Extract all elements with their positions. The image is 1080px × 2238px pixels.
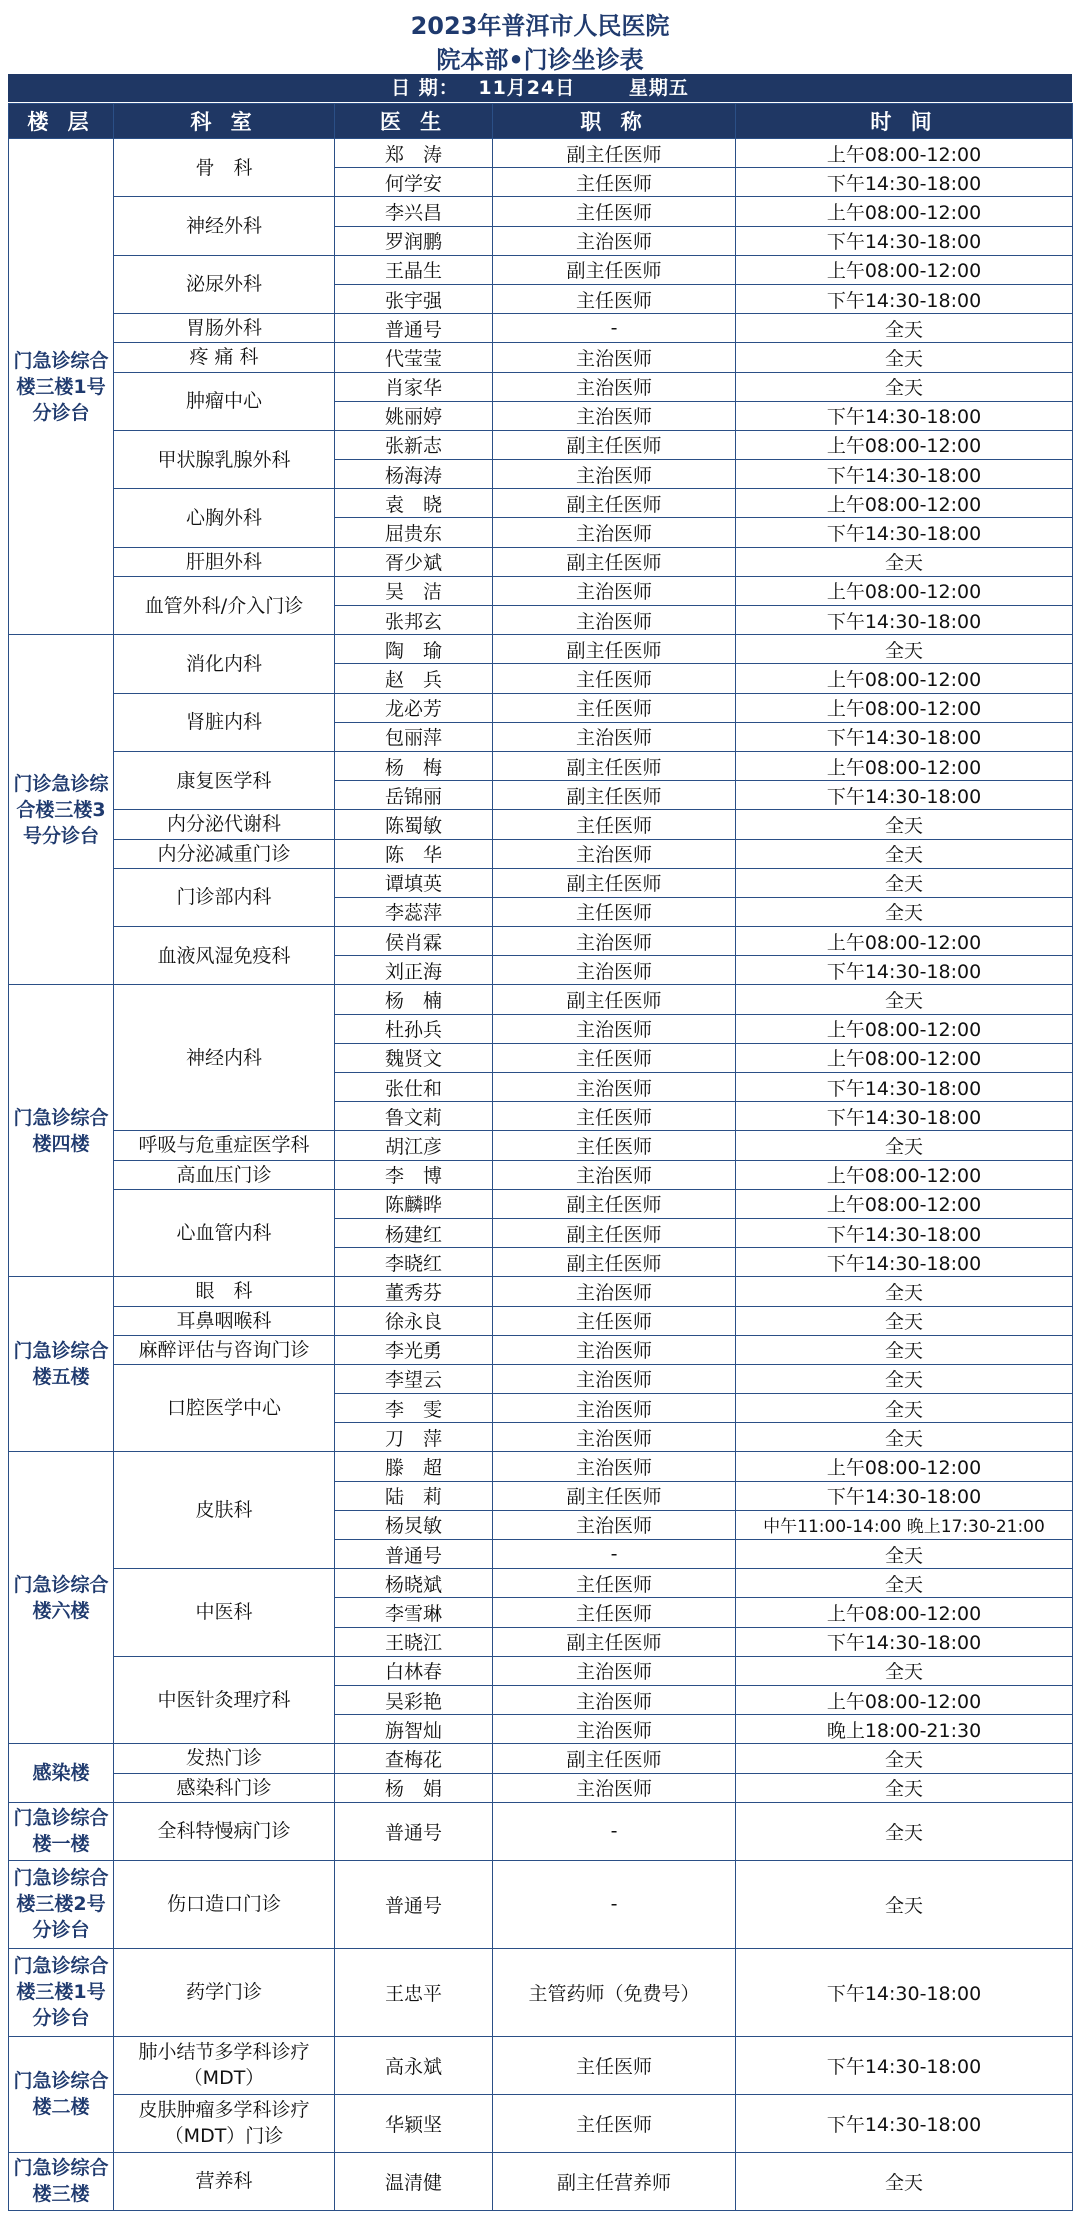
page-subtitle: 院本部•门诊坐诊表 xyxy=(436,46,644,74)
time-cell: 上午08:00-12:00 xyxy=(736,255,1073,284)
time-cell: 全天 xyxy=(736,1802,1073,1860)
weekday-value: 星期五 xyxy=(628,77,689,99)
schedule-table xyxy=(8,103,1073,2211)
doctor-cell: 王晶生 xyxy=(335,255,493,284)
title-cell: 主任医师 xyxy=(493,897,736,926)
table-row xyxy=(9,1364,1073,1393)
title-cell: 主治医师 xyxy=(493,956,736,985)
department-cell: 康复医学科 xyxy=(114,751,335,809)
table-row xyxy=(9,1744,1073,1773)
doctor-cell: 魏贤文 xyxy=(335,1043,493,1072)
time-cell: 下午14:30-18:00 xyxy=(736,722,1073,751)
department-cell: 伤口造口门诊 xyxy=(114,1860,335,1948)
time-cell: 下午14:30-18:00 xyxy=(736,226,1073,255)
doctor-cell: 查梅花 xyxy=(335,1744,493,1773)
time-cell: 全天 xyxy=(736,1306,1073,1335)
time-cell: 下午14:30-18:00 xyxy=(736,1481,1073,1510)
table-row xyxy=(9,547,1073,576)
title-cell: 副主任医师 xyxy=(493,1248,736,1277)
title-cell: - xyxy=(493,1802,736,1860)
title-cell: 主治医师 xyxy=(493,576,736,605)
header-title: 职 称 xyxy=(493,104,736,139)
table-row xyxy=(9,1306,1073,1335)
time-cell: 中午11:00-14:00 晚上17:30-21:00 xyxy=(736,1510,1073,1539)
doctor-cell: 张宇强 xyxy=(335,284,493,313)
time-cell: 全天 xyxy=(736,372,1073,401)
doctor-cell: 罗润鹏 xyxy=(335,226,493,255)
doctor-cell: 陆 莉 xyxy=(335,1481,493,1510)
table-row xyxy=(9,489,1073,518)
floor-cell: 门急诊综合楼三楼2号分诊台 xyxy=(9,1860,114,1948)
doctor-cell: 赵 兵 xyxy=(335,664,493,693)
department-cell: 疼 痛 科 xyxy=(114,343,335,372)
department-cell: 骨 科 xyxy=(114,139,335,197)
time-cell: 下午14:30-18:00 xyxy=(736,1102,1073,1131)
doctor-cell: 肖家华 xyxy=(335,372,493,401)
time-cell: 下午14:30-18:00 xyxy=(736,284,1073,313)
time-cell: 全天 xyxy=(736,1131,1073,1160)
time-cell: 晚上18:00-21:30 xyxy=(736,1715,1073,1744)
title-cell: 主治医师 xyxy=(493,927,736,956)
title-cell: 主治医师 xyxy=(493,1277,736,1306)
department-cell: 皮肤肿瘤多学科诊疗（MDT）门诊 xyxy=(114,2094,335,2152)
department-cell: 营养科 xyxy=(114,2152,335,2210)
doctor-cell: 普通号 xyxy=(335,1540,493,1569)
time-cell: 上午08:00-12:00 xyxy=(736,1189,1073,1218)
doctor-cell: 李雪琳 xyxy=(335,1598,493,1627)
title-cell: - xyxy=(493,1540,736,1569)
time-cell: 下午14:30-18:00 xyxy=(736,401,1073,430)
doctor-cell: 李兴昌 xyxy=(335,197,493,226)
doctor-cell: 吴 洁 xyxy=(335,576,493,605)
department-cell: 全科特慢病门诊 xyxy=(114,1802,335,1860)
department-cell: 感染科门诊 xyxy=(114,1773,335,1802)
title-cell: 主任医师 xyxy=(493,1306,736,1335)
doctor-cell: 高永斌 xyxy=(335,2036,493,2094)
table-row xyxy=(9,985,1073,1014)
doctor-cell: 王晓江 xyxy=(335,1627,493,1656)
title-cell: 主任医师 xyxy=(493,664,736,693)
title-cell: 副主任医师 xyxy=(493,868,736,897)
page-title: 2023年普洱市人民医院 xyxy=(410,12,670,40)
title-cell: 主任医师 xyxy=(493,2036,736,2094)
doctor-cell: 代莹莹 xyxy=(335,343,493,372)
time-cell: 全天 xyxy=(736,1656,1073,1685)
department-cell: 口腔医学中心 xyxy=(114,1364,335,1452)
doctor-cell: 滕 超 xyxy=(335,1452,493,1481)
time-cell: 全天 xyxy=(736,1744,1073,1773)
title-cell: 副主任医师 xyxy=(493,430,736,459)
time-cell: 下午14:30-18:00 xyxy=(736,1627,1073,1656)
doctor-cell: 屈贵东 xyxy=(335,518,493,547)
doctor-cell: 张仕和 xyxy=(335,1073,493,1102)
header-time: 时 间 xyxy=(736,104,1073,139)
doctor-cell: 普通号 xyxy=(335,314,493,343)
table-row xyxy=(9,1160,1073,1189)
title-cell: 主治医师 xyxy=(493,839,736,868)
doctor-cell: 姚丽婷 xyxy=(335,401,493,430)
title-cell: 主治医师 xyxy=(493,1335,736,1364)
floor-cell: 门急诊综合楼三楼1号分诊台 xyxy=(9,1948,114,2036)
table-row xyxy=(9,314,1073,343)
title-cell: - xyxy=(493,1860,736,1948)
doctor-cell: 华颖坚 xyxy=(335,2094,493,2152)
time-cell: 全天 xyxy=(736,547,1073,576)
time-cell: 全天 xyxy=(736,1860,1073,1948)
title-cell: 主任医师 xyxy=(493,810,736,839)
table-row xyxy=(9,2152,1073,2210)
doctor-cell: 鲁文莉 xyxy=(335,1102,493,1131)
table-row xyxy=(9,810,1073,839)
doctor-cell: 胥少斌 xyxy=(335,547,493,576)
time-cell: 下午14:30-18:00 xyxy=(736,1248,1073,1277)
department-cell: 内分泌代谢科 xyxy=(114,810,335,839)
doctor-cell: 普通号 xyxy=(335,1860,493,1948)
department-cell: 神经外科 xyxy=(114,197,335,255)
time-cell: 上午08:00-12:00 xyxy=(736,1014,1073,1043)
doctor-cell: 普通号 xyxy=(335,1802,493,1860)
time-cell: 下午14:30-18:00 xyxy=(736,518,1073,547)
time-cell: 上午08:00-12:00 xyxy=(736,927,1073,956)
doctor-cell: 李晓红 xyxy=(335,1248,493,1277)
floor-cell: 门急诊综合楼五楼 xyxy=(9,1277,114,1452)
department-cell: 耳鼻咽喉科 xyxy=(114,1306,335,1335)
time-cell: 全天 xyxy=(736,1569,1073,1598)
title-cell: 主任医师 xyxy=(493,168,736,197)
time-cell: 下午14:30-18:00 xyxy=(736,460,1073,489)
title-cell: 主任医师 xyxy=(493,2094,736,2152)
title-cell: 主任医师 xyxy=(493,1131,736,1160)
doctor-cell: 张邦玄 xyxy=(335,606,493,635)
table-row xyxy=(9,2094,1073,2152)
header-department: 科 室 xyxy=(114,104,335,139)
time-cell: 下午14:30-18:00 xyxy=(736,1218,1073,1247)
title-cell: 副主任医师 xyxy=(493,1218,736,1247)
time-cell: 上午08:00-12:00 xyxy=(736,1685,1073,1714)
doctor-cell: 李 雯 xyxy=(335,1394,493,1423)
department-cell: 皮肤科 xyxy=(114,1452,335,1569)
title-cell: 主治医师 xyxy=(493,343,736,372)
title-cell: 主任医师 xyxy=(493,693,736,722)
table-row xyxy=(9,1569,1073,1598)
table-row xyxy=(9,751,1073,780)
department-cell: 门诊部内科 xyxy=(114,868,335,926)
table-row xyxy=(9,372,1073,401)
title-cell: 副主任医师 xyxy=(493,255,736,284)
doctor-cell: 杨 梅 xyxy=(335,751,493,780)
time-cell: 全天 xyxy=(736,2152,1073,2210)
title-cell: 副主任医师 xyxy=(493,489,736,518)
time-cell: 上午08:00-12:00 xyxy=(736,430,1073,459)
time-cell: 下午14:30-18:00 xyxy=(736,1073,1073,1102)
doctor-cell: 刀 萍 xyxy=(335,1423,493,1452)
time-cell: 全天 xyxy=(736,985,1073,1014)
department-cell: 心血管内科 xyxy=(114,1189,335,1277)
title-cell: 主任医师 xyxy=(493,1043,736,1072)
table-row xyxy=(9,1802,1073,1860)
time-cell: 上午08:00-12:00 xyxy=(736,1452,1073,1481)
time-cell: 全天 xyxy=(736,1540,1073,1569)
department-cell: 泌尿外科 xyxy=(114,255,335,313)
header-doctor: 医 生 xyxy=(335,104,493,139)
doctor-cell: 李光勇 xyxy=(335,1335,493,1364)
table-row xyxy=(9,1773,1073,1802)
table-row xyxy=(9,868,1073,897)
department-cell: 肝胆外科 xyxy=(114,547,335,576)
doctor-cell: 龙必芳 xyxy=(335,693,493,722)
title-cell: 主治医师 xyxy=(493,460,736,489)
department-cell: 血液风湿免疫科 xyxy=(114,927,335,985)
title-cell: 副主任医师 xyxy=(493,635,736,664)
title-cell: 主治医师 xyxy=(493,401,736,430)
table-row xyxy=(9,693,1073,722)
time-cell: 全天 xyxy=(736,1423,1073,1452)
department-cell: 神经内科 xyxy=(114,985,335,1131)
title-cell: 副主任医师 xyxy=(493,1744,736,1773)
table-row xyxy=(9,430,1073,459)
header-floor: 楼 层 xyxy=(9,104,114,139)
title-cell: 主治医师 xyxy=(493,1773,736,1802)
doctor-cell: 董秀芬 xyxy=(335,1277,493,1306)
table-row xyxy=(9,1189,1073,1218)
title-cell: 主治医师 xyxy=(493,606,736,635)
department-cell: 高血压门诊 xyxy=(114,1160,335,1189)
department-cell: 呼吸与危重症医学科 xyxy=(114,1131,335,1160)
time-cell: 上午08:00-12:00 xyxy=(736,197,1073,226)
title-cell: 副主任医师 xyxy=(493,139,736,168)
date-bar xyxy=(8,74,1072,102)
time-cell: 下午14:30-18:00 xyxy=(736,2094,1073,2152)
title-cell: 主治医师 xyxy=(493,1685,736,1714)
title-cell: 副主任医师 xyxy=(493,985,736,1014)
doctor-cell: 陈蜀敏 xyxy=(335,810,493,839)
table-row xyxy=(9,839,1073,868)
time-cell: 全天 xyxy=(736,343,1073,372)
title-cell: 副主任医师 xyxy=(493,781,736,810)
doctor-cell: 袁 晓 xyxy=(335,489,493,518)
time-cell: 全天 xyxy=(736,1335,1073,1364)
schedule-body xyxy=(9,139,1073,2211)
time-cell: 全天 xyxy=(736,897,1073,926)
time-cell: 下午14:30-18:00 xyxy=(736,781,1073,810)
time-cell: 下午14:30-18:00 xyxy=(736,1948,1073,2036)
title-cell: 主治医师 xyxy=(493,1452,736,1481)
title-cell: 主治医师 xyxy=(493,372,736,401)
title-cell: 主任医师 xyxy=(493,1598,736,1627)
title-cell: 主治医师 xyxy=(493,518,736,547)
title-cell: 主管药师（免费号） xyxy=(493,1948,736,2036)
department-cell: 肿瘤中心 xyxy=(114,372,335,430)
time-cell: 上午08:00-12:00 xyxy=(736,693,1073,722)
table-row xyxy=(9,2036,1073,2094)
department-cell: 胃肠外科 xyxy=(114,314,335,343)
time-cell: 全天 xyxy=(736,868,1073,897)
doctor-cell: 何学安 xyxy=(335,168,493,197)
table-row xyxy=(9,255,1073,284)
title-cell: 主治医师 xyxy=(493,1394,736,1423)
table-row xyxy=(9,1656,1073,1685)
title-cell: 主治医师 xyxy=(493,1014,736,1043)
time-cell: 下午14:30-18:00 xyxy=(736,956,1073,985)
floor-cell: 感染楼 xyxy=(9,1744,114,1802)
department-cell: 药学门诊 xyxy=(114,1948,335,2036)
time-cell: 上午08:00-12:00 xyxy=(736,1043,1073,1072)
department-cell: 消化内科 xyxy=(114,635,335,693)
floor-cell: 门急诊综合楼二楼 xyxy=(9,2036,114,2152)
doctor-cell: 胡江彦 xyxy=(335,1131,493,1160)
doctor-cell: 李望云 xyxy=(335,1364,493,1393)
doctor-cell: 徐永良 xyxy=(335,1306,493,1335)
department-cell: 心胸外科 xyxy=(114,489,335,547)
title-cell: 主治医师 xyxy=(493,1423,736,1452)
doctor-cell: 杨 楠 xyxy=(335,985,493,1014)
floor-cell: 门急诊综合楼三楼1号分诊台 xyxy=(9,139,114,635)
time-cell: 全天 xyxy=(736,839,1073,868)
doctor-cell: 郑 涛 xyxy=(335,139,493,168)
header-row xyxy=(9,104,1073,139)
time-cell: 全天 xyxy=(736,314,1073,343)
date-value: 11月24日 xyxy=(478,77,576,99)
table-row xyxy=(9,1131,1073,1160)
doctor-cell: 陈 华 xyxy=(335,839,493,868)
doctor-cell: 张新志 xyxy=(335,430,493,459)
doctor-cell: 吴彩艳 xyxy=(335,1685,493,1714)
table-row xyxy=(9,635,1073,664)
time-cell: 下午14:30-18:00 xyxy=(736,606,1073,635)
floor-cell: 门急诊综合楼三楼 xyxy=(9,2152,114,2210)
department-cell: 血管外科/介入门诊 xyxy=(114,576,335,634)
department-cell: 麻醉评估与咨询门诊 xyxy=(114,1335,335,1364)
floor-cell: 门急诊综合楼四楼 xyxy=(9,985,114,1277)
department-cell: 肺小结节多学科诊疗（MDT） xyxy=(114,2036,335,2094)
doctor-cell: 温清健 xyxy=(335,2152,493,2210)
title-cell: 主任医师 xyxy=(493,1569,736,1598)
time-cell: 全天 xyxy=(736,1394,1073,1423)
department-cell: 内分泌减重门诊 xyxy=(114,839,335,868)
title-cell: 副主任医师 xyxy=(493,547,736,576)
department-cell: 中医科 xyxy=(114,1569,335,1657)
time-cell: 全天 xyxy=(736,1277,1073,1306)
time-cell: 上午08:00-12:00 xyxy=(736,576,1073,605)
title-cell: 主治医师 xyxy=(493,1364,736,1393)
doctor-cell: 谭填英 xyxy=(335,868,493,897)
title-cell: 主治医师 xyxy=(493,1656,736,1685)
floor-cell: 门诊急诊综合楼三楼3号分诊台 xyxy=(9,635,114,985)
department-cell: 中医针灸理疗科 xyxy=(114,1656,335,1744)
doctor-cell: 陈麟晔 xyxy=(335,1189,493,1218)
time-cell: 全天 xyxy=(736,810,1073,839)
title-cell: 副主任营养师 xyxy=(493,2152,736,2210)
table-row xyxy=(9,927,1073,956)
department-cell: 肾脏内科 xyxy=(114,693,335,751)
title-cell: - xyxy=(493,314,736,343)
doctor-cell: 杜孙兵 xyxy=(335,1014,493,1043)
doctor-cell: 杨炅敏 xyxy=(335,1510,493,1539)
time-cell: 下午14:30-18:00 xyxy=(736,168,1073,197)
time-cell: 上午08:00-12:00 xyxy=(736,139,1073,168)
table-row xyxy=(9,343,1073,372)
table-row xyxy=(9,576,1073,605)
time-cell: 全天 xyxy=(736,1773,1073,1802)
table-row xyxy=(9,139,1073,168)
title-cell: 副主任医师 xyxy=(493,1627,736,1656)
doctor-cell: 侯肖霖 xyxy=(335,927,493,956)
time-cell: 下午14:30-18:00 xyxy=(736,2036,1073,2094)
title-cell: 主任医师 xyxy=(493,284,736,313)
department-cell: 甲状腺乳腺外科 xyxy=(114,430,335,488)
doctor-cell: 陶 瑜 xyxy=(335,635,493,664)
title-cell: 副主任医师 xyxy=(493,1189,736,1218)
title-cell: 主治医师 xyxy=(493,1160,736,1189)
doctor-cell: 刘正海 xyxy=(335,956,493,985)
time-cell: 上午08:00-12:00 xyxy=(736,489,1073,518)
time-cell: 全天 xyxy=(736,635,1073,664)
doctor-cell: 王忠平 xyxy=(335,1948,493,2036)
title-cell: 主治医师 xyxy=(493,1715,736,1744)
doctor-cell: 包丽萍 xyxy=(335,722,493,751)
table-row xyxy=(9,1452,1073,1481)
floor-cell: 门急诊综合楼六楼 xyxy=(9,1452,114,1744)
doctor-cell: 白林春 xyxy=(335,1656,493,1685)
table-row xyxy=(9,1277,1073,1306)
title-cell: 副主任医师 xyxy=(493,751,736,780)
doctor-cell: 岳锦丽 xyxy=(335,781,493,810)
title-cell: 主治医师 xyxy=(493,1073,736,1102)
doctor-cell: 李 博 xyxy=(335,1160,493,1189)
doctor-cell: 旃智灿 xyxy=(335,1715,493,1744)
title-cell: 主治医师 xyxy=(493,1510,736,1539)
time-cell: 上午08:00-12:00 xyxy=(736,1160,1073,1189)
table-row xyxy=(9,1948,1073,2036)
time-cell: 全天 xyxy=(736,1364,1073,1393)
title-cell: 副主任医师 xyxy=(493,1481,736,1510)
title-cell: 主治医师 xyxy=(493,722,736,751)
floor-cell: 门急诊综合楼一楼 xyxy=(9,1802,114,1860)
title-cell: 主任医师 xyxy=(493,197,736,226)
title-cell: 主任医师 xyxy=(493,1102,736,1131)
department-cell: 发热门诊 xyxy=(114,1744,335,1773)
time-cell: 上午08:00-12:00 xyxy=(736,751,1073,780)
date-label: 日 期： xyxy=(391,77,459,99)
department-cell: 眼 科 xyxy=(114,1277,335,1306)
doctor-cell: 李蕊萍 xyxy=(335,897,493,926)
table-row xyxy=(9,197,1073,226)
table-row xyxy=(9,1860,1073,1948)
doctor-cell: 杨建红 xyxy=(335,1218,493,1247)
time-cell: 上午08:00-12:00 xyxy=(736,1598,1073,1627)
time-cell: 上午08:00-12:00 xyxy=(736,664,1073,693)
doctor-cell: 杨 娟 xyxy=(335,1773,493,1802)
doctor-cell: 杨海涛 xyxy=(335,460,493,489)
title-cell: 主治医师 xyxy=(493,226,736,255)
table-row xyxy=(9,1335,1073,1364)
doctor-cell: 杨晓斌 xyxy=(335,1569,493,1598)
